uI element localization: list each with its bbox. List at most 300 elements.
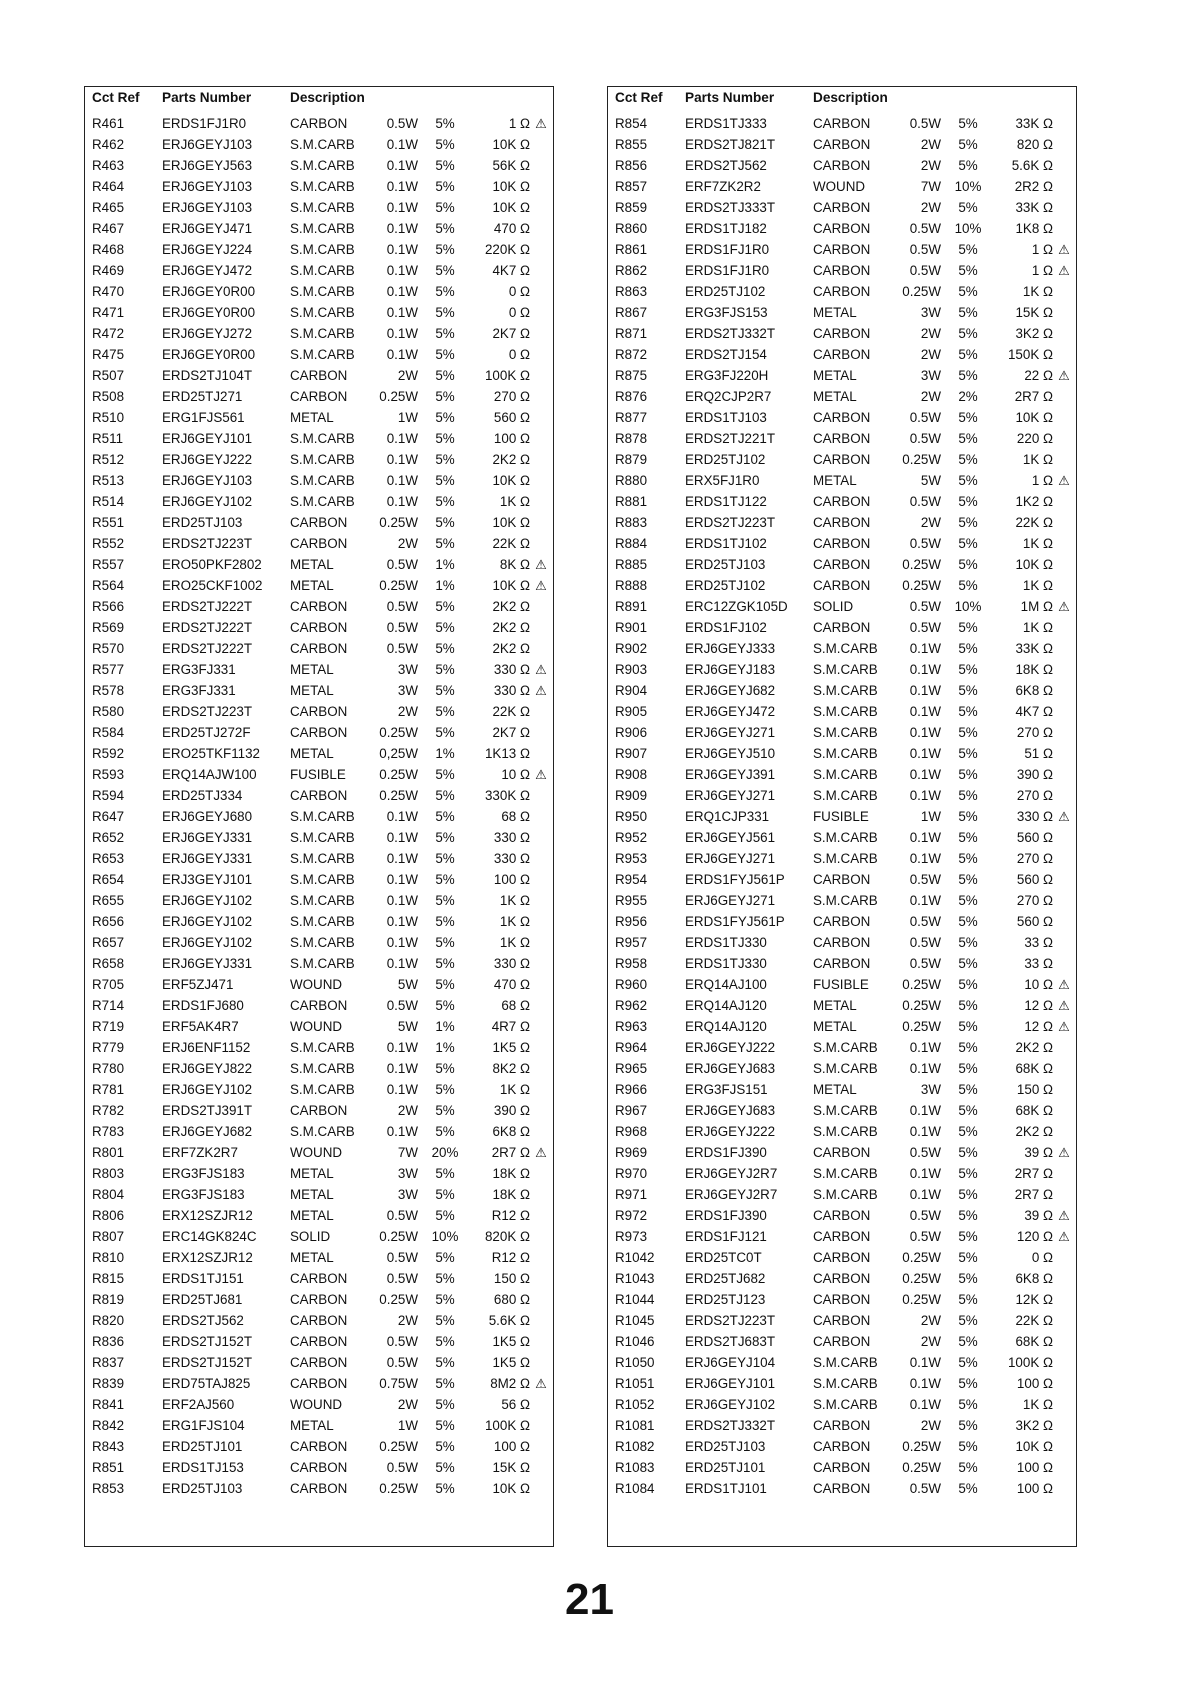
- cct-ref: R580: [92, 704, 125, 719]
- tolerance: 5%: [435, 1187, 455, 1202]
- description: CARBON: [290, 1313, 348, 1328]
- parts-number: ERG3FJ331: [162, 683, 236, 698]
- resistance-value: 2R7 Ω: [491, 1145, 530, 1160]
- tolerance: 5%: [435, 284, 455, 299]
- parts-number: ERJ6GEYJ472: [162, 263, 253, 278]
- cct-ref: R507: [92, 368, 125, 383]
- ohm-symbol: Ω: [516, 1292, 530, 1307]
- safety-warning-icon: ⚠: [1058, 977, 1070, 992]
- ohm-symbol: Ω: [516, 1229, 530, 1244]
- table-row: [608, 197, 1076, 218]
- ohm-symbol: Ω: [516, 284, 530, 299]
- resistance-value: R12 Ω: [491, 1208, 530, 1223]
- cct-ref: R964: [615, 1040, 648, 1055]
- cct-ref: R570: [92, 641, 125, 656]
- table-row: [85, 449, 553, 470]
- description: WOUND: [813, 179, 866, 194]
- cct-ref: R714: [92, 998, 125, 1013]
- tolerance: 5%: [958, 1145, 978, 1160]
- table-row: [85, 701, 553, 722]
- description: CARBON: [813, 221, 871, 236]
- parts-number: ERD25TJ101: [162, 1439, 243, 1454]
- ohm-symbol: Ω: [516, 914, 530, 929]
- cct-ref: R705: [92, 977, 125, 992]
- cct-ref: R836: [92, 1334, 125, 1349]
- table-row: [85, 1247, 553, 1268]
- ohm-symbol: Ω: [516, 494, 530, 509]
- table-row: [85, 596, 553, 617]
- cct-ref: R463: [92, 158, 125, 173]
- parts-number: ERO25TKF1132: [162, 746, 260, 761]
- table-row: [85, 1268, 553, 1289]
- ohm-symbol: Ω: [516, 746, 530, 761]
- tolerance: 5%: [435, 1481, 455, 1496]
- description: S.M.CARB: [813, 683, 878, 698]
- description: S.M.CARB: [813, 1355, 878, 1370]
- description: METAL: [813, 1019, 857, 1034]
- ohm-symbol: Ω: [516, 515, 530, 530]
- tolerance: 5%: [435, 431, 455, 446]
- ohm-symbol: Ω: [516, 1271, 530, 1286]
- parts-number: ERF7ZK2R7: [162, 1145, 238, 1160]
- description: METAL: [290, 683, 334, 698]
- parts-number: ERDS2TJ332T: [685, 326, 776, 341]
- cct-ref: R820: [92, 1313, 125, 1328]
- wattage: 0.5W: [909, 1481, 941, 1496]
- table-row: [85, 512, 553, 533]
- table-row: [85, 1373, 553, 1394]
- cct-ref: R655: [92, 893, 125, 908]
- resistance-value: 68 Ω: [501, 809, 530, 824]
- ohm-symbol: Ω: [1039, 263, 1053, 278]
- tolerance: 5%: [435, 368, 455, 383]
- table-row: [608, 575, 1076, 596]
- resistance-value: 390 Ω: [1016, 767, 1053, 782]
- wattage: 0.5W: [386, 1355, 418, 1370]
- cct-ref: R819: [92, 1292, 125, 1307]
- cct-ref: R863: [615, 284, 648, 299]
- cct-ref: R1043: [615, 1271, 655, 1286]
- parts-number: ERDS1FJ102: [685, 620, 767, 635]
- safety-warning-icon: ⚠: [1058, 809, 1070, 824]
- description: CARBON: [290, 1292, 348, 1307]
- header-description: Description: [290, 90, 365, 105]
- resistance-value: 10K Ω: [492, 473, 530, 488]
- resistance-value: 270 Ω: [1016, 893, 1053, 908]
- header-cct-ref: Cct Ref: [92, 90, 140, 105]
- tolerance: 5%: [958, 515, 978, 530]
- wattage: 0.5W: [909, 872, 941, 887]
- table-row: [608, 323, 1076, 344]
- ohm-symbol: Ω: [516, 389, 530, 404]
- tolerance: 5%: [435, 956, 455, 971]
- ohm-symbol: Ω: [1039, 389, 1053, 404]
- resistance-value: 5.6K Ω: [1011, 158, 1053, 173]
- table-row: [608, 911, 1076, 932]
- ohm-symbol: Ω: [516, 158, 530, 173]
- table-row: [608, 638, 1076, 659]
- ohm-symbol: Ω: [516, 767, 530, 782]
- wattage: 0.1W: [909, 1187, 941, 1202]
- resistance-value: 150K Ω: [1007, 347, 1053, 362]
- ohm-symbol: Ω: [1039, 242, 1053, 257]
- parts-number: ERDS2TJ391T: [162, 1103, 253, 1118]
- resistance-value: 1K Ω: [1022, 1397, 1053, 1412]
- tolerance: 5%: [435, 977, 455, 992]
- parts-number: ERJ6GEYJ682: [162, 1124, 253, 1139]
- ohm-symbol: Ω: [516, 704, 530, 719]
- resistance-value: 8K Ω: [499, 557, 530, 572]
- ohm-symbol: Ω: [516, 998, 530, 1013]
- tolerance: 5%: [958, 1229, 978, 1244]
- parts-number: ERDS1FJ390: [685, 1208, 767, 1223]
- tolerance: 5%: [958, 1334, 978, 1349]
- description: SOLID: [290, 1229, 331, 1244]
- cct-ref: R719: [92, 1019, 125, 1034]
- table-row: [85, 470, 553, 491]
- description: S.M.CARB: [290, 830, 355, 845]
- tolerance: 5%: [435, 116, 455, 131]
- resistance-value: 10K Ω: [1015, 1439, 1053, 1454]
- parts-number: ERDS1TJ101: [685, 1481, 767, 1496]
- wattage: 0.25W: [902, 977, 941, 992]
- cct-ref: R857: [615, 179, 648, 194]
- parts-number: ERDS1FJ1R0: [685, 242, 770, 257]
- ohm-symbol: Ω: [516, 431, 530, 446]
- ohm-symbol: Ω: [516, 536, 530, 551]
- wattage: 0.1W: [909, 704, 941, 719]
- safety-warning-icon: ⚠: [1058, 1208, 1070, 1223]
- wattage: 0.1W: [909, 893, 941, 908]
- table-row: [85, 764, 553, 785]
- resistance-value: 2R7 Ω: [1014, 1166, 1053, 1181]
- safety-warning-icon: ⚠: [535, 683, 547, 698]
- ohm-symbol: Ω: [1039, 1187, 1053, 1202]
- parts-number: ERQ2CJP2R7: [685, 389, 772, 404]
- ohm-symbol: Ω: [516, 200, 530, 215]
- ohm-symbol: Ω: [1039, 578, 1053, 593]
- description: CARBON: [813, 326, 871, 341]
- table-row: [608, 407, 1076, 428]
- table-row: [85, 176, 553, 197]
- tolerance: 5%: [958, 872, 978, 887]
- wattage: 0.25W: [902, 1250, 941, 1265]
- tolerance: 5%: [435, 1061, 455, 1076]
- wattage: 0.1W: [386, 326, 418, 341]
- cct-ref: R1042: [615, 1250, 655, 1265]
- ohm-symbol: Ω: [1039, 1103, 1053, 1118]
- tolerance: 5%: [958, 1313, 978, 1328]
- table-header: [608, 87, 1076, 108]
- parts-number: ERJ6GEYJ222: [685, 1040, 776, 1055]
- cct-ref: R1046: [615, 1334, 655, 1349]
- ohm-symbol: Ω: [516, 1019, 530, 1034]
- resistance-value: 10K Ω: [492, 137, 530, 152]
- parts-number: ERJ6GEYJ683: [685, 1103, 776, 1118]
- description: CARBON: [813, 1313, 871, 1328]
- parts-number: ERDS1TJ151: [162, 1271, 244, 1286]
- description: CARBON: [813, 1145, 871, 1160]
- table-row: [85, 1184, 553, 1205]
- ohm-symbol: Ω: [516, 116, 530, 131]
- table-row: [608, 995, 1076, 1016]
- cct-ref: R962: [615, 998, 648, 1013]
- wattage: 1W: [920, 809, 941, 824]
- parts-number: ERDS2TJ223T: [685, 1313, 776, 1328]
- parts-number: ERJ6GEYJ331: [162, 851, 253, 866]
- resistance-value: 220K Ω: [484, 242, 530, 257]
- wattage: 0.5W: [909, 1229, 941, 1244]
- table-row: [608, 1142, 1076, 1163]
- tolerance: 5%: [435, 1166, 455, 1181]
- table-row: [608, 260, 1076, 281]
- tolerance: 5%: [435, 788, 455, 803]
- description: CARBON: [290, 1355, 348, 1370]
- ohm-symbol: Ω: [516, 1208, 530, 1223]
- cct-ref: R1081: [615, 1418, 655, 1433]
- ohm-symbol: Ω: [516, 872, 530, 887]
- table-row: [85, 806, 553, 827]
- description: CARBON: [290, 1460, 348, 1475]
- ohm-symbol: Ω: [516, 956, 530, 971]
- description: CARBON: [813, 935, 871, 950]
- safety-warning-icon: ⚠: [1058, 998, 1070, 1013]
- description: S.M.CARB: [813, 725, 878, 740]
- cct-ref: R877: [615, 410, 648, 425]
- cct-ref: R876: [615, 389, 648, 404]
- resistance-value: 10 Ω: [1024, 977, 1053, 992]
- parts-number: ERDS2TJ821T: [685, 137, 776, 152]
- ohm-symbol: Ω: [516, 1082, 530, 1097]
- tolerance: 5%: [435, 1334, 455, 1349]
- description: CARBON: [813, 137, 871, 152]
- description: METAL: [290, 1208, 334, 1223]
- description: METAL: [290, 1187, 334, 1202]
- tolerance: 5%: [958, 746, 978, 761]
- wattage: 0.1W: [386, 851, 418, 866]
- cct-ref: R512: [92, 452, 125, 467]
- resistance-value: 8K2 Ω: [492, 1061, 530, 1076]
- description: CARBON: [290, 116, 348, 131]
- resistance-value: 470 Ω: [493, 221, 530, 236]
- description: S.M.CARB: [290, 431, 355, 446]
- description: FUSIBLE: [813, 809, 869, 824]
- description: CARBON: [813, 872, 871, 887]
- cct-ref: R592: [92, 746, 125, 761]
- tolerance: 5%: [435, 1208, 455, 1223]
- tolerance: 5%: [435, 599, 455, 614]
- parts-number: ERO25CKF1002: [162, 578, 263, 593]
- tolerance: 1%: [435, 578, 455, 593]
- parts-number: ERDS2TJ683T: [685, 1334, 776, 1349]
- wattage: 0.1W: [386, 1061, 418, 1076]
- parts-number: ERJ6GEYJ2R7: [685, 1166, 778, 1181]
- wattage: 0.1W: [386, 830, 418, 845]
- resistance-value: 3K2 Ω: [1015, 1418, 1053, 1433]
- resistance-value: 100K Ω: [484, 1418, 530, 1433]
- description: S.M.CARB: [813, 662, 878, 677]
- wattage: 0.5W: [909, 1208, 941, 1223]
- description: METAL: [290, 746, 334, 761]
- tolerance: 5%: [958, 137, 978, 152]
- resistance-value: 330K Ω: [484, 788, 530, 803]
- table-row: [85, 197, 553, 218]
- parts-number: ERC12ZGK105D: [685, 599, 788, 614]
- parts-number: ERDS2TJ223T: [162, 704, 253, 719]
- tolerance: 5%: [435, 704, 455, 719]
- ohm-symbol: Ω: [516, 1040, 530, 1055]
- parts-number: ERG3FJS153: [685, 305, 768, 320]
- resistance-value: 22K Ω: [492, 536, 530, 551]
- tolerance: 5%: [958, 305, 978, 320]
- description: METAL: [813, 1082, 857, 1097]
- description: CARBON: [813, 410, 871, 425]
- parts-number: ERJ6GEYJ333: [685, 641, 776, 656]
- description: CARBON: [813, 1250, 871, 1265]
- parts-number: ERJ6GEY0R00: [162, 347, 256, 362]
- cct-ref: R815: [92, 1271, 125, 1286]
- resistance-value: 12 Ω: [1024, 1019, 1053, 1034]
- table-row: [608, 827, 1076, 848]
- cct-ref: R963: [615, 1019, 648, 1034]
- wattage: 0.5W: [386, 1460, 418, 1475]
- cct-ref: R860: [615, 221, 648, 236]
- cct-ref: R781: [92, 1082, 125, 1097]
- wattage: 5W: [397, 1019, 418, 1034]
- description: S.M.CARB: [813, 1124, 878, 1139]
- parts-number: ERJ6GEYJ2R7: [685, 1187, 778, 1202]
- table-row: [85, 1331, 553, 1352]
- parts-number: ERJ6GEYJ271: [685, 893, 776, 908]
- wattage: 0.25W: [902, 1292, 941, 1307]
- wattage: 2W: [920, 137, 941, 152]
- resistance-value: 22K Ω: [1015, 515, 1053, 530]
- resistance-value: 330 Ω: [493, 683, 530, 698]
- tolerance: 5%: [958, 368, 978, 383]
- cct-ref: R862: [615, 263, 648, 278]
- tolerance: 10%: [954, 599, 982, 614]
- cct-ref: R970: [615, 1166, 648, 1181]
- tolerance: 5%: [435, 641, 455, 656]
- parts-number: ERJ6GEYJ272: [162, 326, 253, 341]
- resistance-value: 1K5 Ω: [492, 1355, 530, 1370]
- table-row: [85, 239, 553, 260]
- resistance-value: 22K Ω: [1015, 1313, 1053, 1328]
- parts-number: ERDS2TJ104T: [162, 368, 253, 383]
- safety-warning-icon: ⚠: [1058, 1145, 1070, 1160]
- resistance-value: 2K2 Ω: [1015, 1124, 1053, 1139]
- table-row: [608, 1058, 1076, 1079]
- parts-number: ERDS2TJ222T: [162, 641, 253, 656]
- ohm-symbol: Ω: [1039, 515, 1053, 530]
- resistance-value: 1K13 Ω: [484, 746, 530, 761]
- resistance-value: 1 Ω: [1031, 242, 1053, 257]
- cct-ref: R782: [92, 1103, 125, 1118]
- description: CARBON: [290, 368, 348, 383]
- parts-number: ERJ6GEY0R00: [162, 305, 256, 320]
- tolerance: 5%: [958, 935, 978, 950]
- wattage: 0.25W: [902, 1271, 941, 1286]
- cct-ref: R909: [615, 788, 648, 803]
- description: S.M.CARB: [813, 746, 878, 761]
- resistance-value: 56 Ω: [501, 1397, 530, 1412]
- description: CARBON: [813, 914, 871, 929]
- description: METAL: [290, 557, 334, 572]
- ohm-symbol: Ω: [1039, 935, 1053, 950]
- cct-ref: R843: [92, 1439, 125, 1454]
- tolerance: 5%: [958, 1124, 978, 1139]
- tolerance: 5%: [958, 662, 978, 677]
- safety-warning-icon: ⚠: [1058, 242, 1070, 257]
- cct-ref: R881: [615, 494, 648, 509]
- resistance-value: 1K2 Ω: [1015, 494, 1053, 509]
- parts-number: ERJ6GEYJ222: [162, 452, 253, 467]
- cct-ref: R842: [92, 1418, 125, 1433]
- parts-number: ERJ6GEYJ331: [162, 830, 253, 845]
- tolerance: 5%: [958, 1082, 978, 1097]
- description: S.M.CARB: [290, 1124, 355, 1139]
- cct-ref: R1052: [615, 1397, 655, 1412]
- tolerance: 5%: [435, 1271, 455, 1286]
- table-row: [608, 491, 1076, 512]
- resistance-value: 1K Ω: [499, 893, 530, 908]
- ohm-symbol: Ω: [1039, 1229, 1053, 1244]
- cct-ref: R973: [615, 1229, 648, 1244]
- resistance-value: 2R2 Ω: [1014, 179, 1053, 194]
- resistance-value: 0 Ω: [508, 305, 530, 320]
- resistance-value: 330 Ω: [493, 956, 530, 971]
- tolerance: 5%: [958, 1019, 978, 1034]
- parts-number: ERD25TJ103: [685, 557, 766, 572]
- tolerance: 5%: [435, 872, 455, 887]
- table-row: [608, 449, 1076, 470]
- table-row: [85, 617, 553, 638]
- tolerance: 5%: [435, 473, 455, 488]
- cct-ref: R905: [615, 704, 648, 719]
- parts-number: ERQ1CJP331: [685, 809, 770, 824]
- parts-number: ERF5AK4R7: [162, 1019, 239, 1034]
- parts-number: ERDS1TJ333: [685, 116, 767, 131]
- wattage: 0.25W: [902, 284, 941, 299]
- cct-ref: R569: [92, 620, 125, 635]
- table-row: [608, 953, 1076, 974]
- wattage: 0.5W: [909, 431, 941, 446]
- parts-number: ERG3FJS183: [162, 1166, 245, 1181]
- ohm-symbol: Ω: [516, 1061, 530, 1076]
- parts-number: ERJ6GEYJ102: [685, 1397, 776, 1412]
- table-row: [608, 344, 1076, 365]
- description: CARBON: [290, 599, 348, 614]
- cct-ref: R854: [615, 116, 648, 131]
- table-row: [608, 1163, 1076, 1184]
- wattage: 0.5W: [909, 242, 941, 257]
- cct-ref: R658: [92, 956, 125, 971]
- resistance-value: 10K Ω: [492, 179, 530, 194]
- wattage: 0.1W: [386, 158, 418, 173]
- cct-ref: R653: [92, 851, 125, 866]
- description: S.M.CARB: [290, 179, 355, 194]
- ohm-symbol: Ω: [516, 1418, 530, 1433]
- ohm-symbol: Ω: [1039, 1418, 1053, 1433]
- cct-ref: R566: [92, 599, 125, 614]
- table-row: [85, 1436, 553, 1457]
- parts-number: ERJ6GEYJ683: [685, 1061, 776, 1076]
- ohm-symbol: Ω: [1039, 431, 1053, 446]
- description: S.M.CARB: [290, 494, 355, 509]
- tolerance: 1%: [435, 1019, 455, 1034]
- ohm-symbol: Ω: [516, 1103, 530, 1118]
- wattage: 0.5W: [909, 263, 941, 278]
